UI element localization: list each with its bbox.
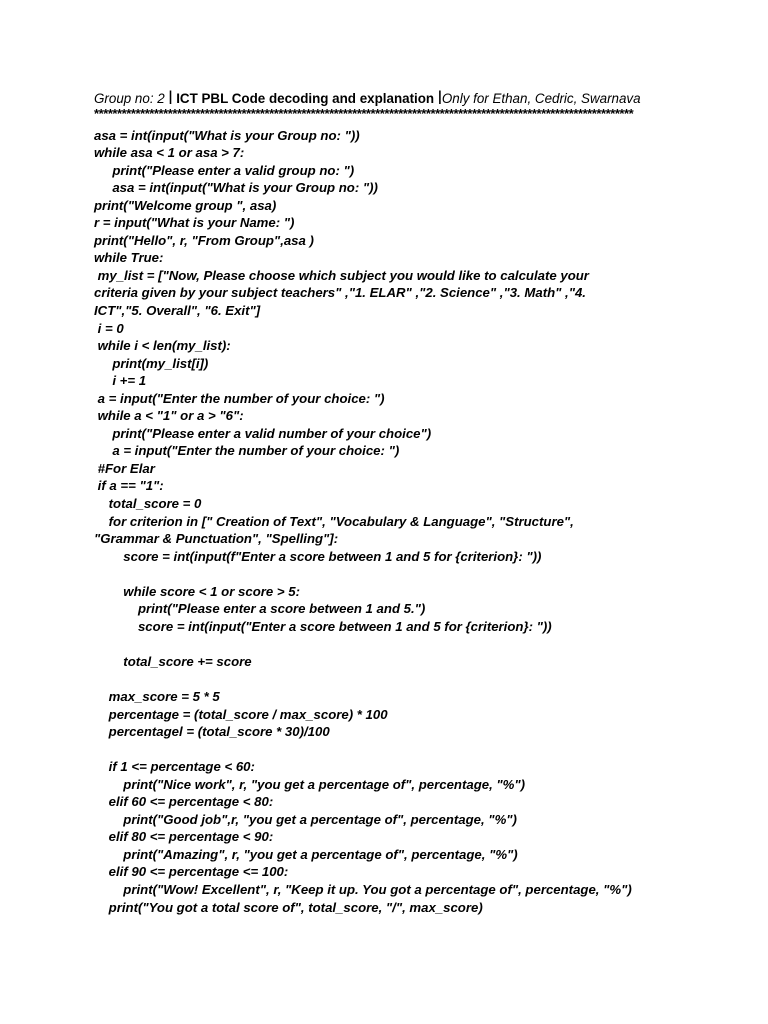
code-line: if 1 <= percentage < 60: — [94, 759, 255, 775]
document-header — [94, 89, 734, 108]
code-line: print("Hello", r, "From Group",asa ) — [94, 232, 314, 248]
code-line: elif 90 <= percentage <= 100: — [94, 864, 289, 880]
code-line — [94, 670, 694, 688]
header-separator-2: l — [437, 88, 442, 108]
code-line: r = input("What is your Name: ") — [94, 215, 295, 231]
code-line: print(my_list[i]) — [94, 355, 209, 371]
code-line: a = input("Enter the number of your choice: ") — [94, 390, 385, 406]
document-title: ICT PBL Code decoding and explanation — [176, 91, 435, 106]
code-line: if a == "1": — [94, 478, 164, 494]
code-line: while asa < 1 or asa > 7: — [94, 145, 245, 161]
code-line: print("Please enter a valid number of your choice") — [94, 425, 432, 441]
code-line: asa = int(input("What is your Group no: ")) — [94, 180, 378, 196]
code-line: ICT","5. Overall", "6. Exit"] — [94, 302, 261, 318]
code-line — [94, 635, 694, 653]
code-line: print("Nice work", r, "you get a percentage of", percentage, "%") — [94, 776, 526, 792]
header-separator: l — [168, 88, 173, 108]
code-line: print("Welcome group ", asa) — [94, 197, 277, 213]
code-line: "Grammar & Punctuation", "Spelling"]: — [94, 531, 339, 547]
code-line: total_score += score — [94, 653, 252, 669]
code-line: print("Good job",r, "you get a percentage of", percentage, "%") — [94, 811, 517, 827]
code-line: elif 80 <= percentage < 90: — [94, 829, 274, 845]
code-line — [94, 741, 694, 759]
code-line: print("You got a total score of", total_score, "/", max_score) — [94, 899, 483, 915]
code-line: total_score = 0 — [94, 495, 202, 511]
code-line: score = int(input("Enter a score between 1 and 5 for {criterion}: ")) — [94, 618, 552, 634]
code-line: percentage = (total_score / max_score) * 100 — [94, 706, 388, 722]
code-line: print("Please enter a valid group no: ") — [94, 162, 355, 178]
code-line: asa = int(input("What is your Group no: ")) — [94, 127, 360, 143]
code-line: my_list = ["Now, Please choose which subject you would like to calculate your — [94, 267, 589, 283]
code-line — [94, 565, 694, 583]
code-line: while a < "1" or a > "6": — [94, 408, 244, 424]
code-line: percentagel = (total_score * 30)/100 — [94, 724, 330, 740]
code-line: print("Please enter a score between 1 and 5.") — [94, 601, 426, 617]
code-line: while i < len(my_list): — [94, 338, 231, 354]
code-line: i += 1 — [94, 373, 147, 389]
code-listing — [94, 127, 694, 917]
code-line: a = input("Enter the number of your choice: ") — [94, 443, 400, 459]
group-number: Group no: 2 — [94, 91, 165, 106]
code-line: print("Amazing", r, "you get a percentage of", percentage, "%") — [94, 846, 518, 862]
code-line: score = int(input(f"Enter a score between 1 and 5 for {criterion}: ")) — [94, 548, 542, 564]
code-line: i = 0 — [94, 320, 124, 336]
audience-note: Only for Ethan, Cedric, Swarnava — [441, 91, 641, 106]
code-line: for criterion in [" Creation of Text", "Vocabulary & Language", "Structure", — [94, 513, 574, 529]
code-line: max_score = 5 * 5 — [94, 689, 220, 704]
code-line: while score < 1 or score > 5: — [94, 583, 300, 599]
code-line: criteria given by your subject teachers" ,"1. ELAR" ,"2. Science" ,"3. Math" ,"4. — [94, 285, 586, 301]
code-line: #For Elar — [94, 460, 155, 476]
code-line: while True: — [94, 250, 164, 266]
asterisk-divider: ********************************************************************************************************************* — [94, 107, 634, 121]
code-line: print("Wow! Excellent", r, "Keep it up. You got a percentage of", percentage, "%") — [94, 882, 632, 898]
code-line: elif 60 <= percentage < 80: — [94, 794, 274, 810]
